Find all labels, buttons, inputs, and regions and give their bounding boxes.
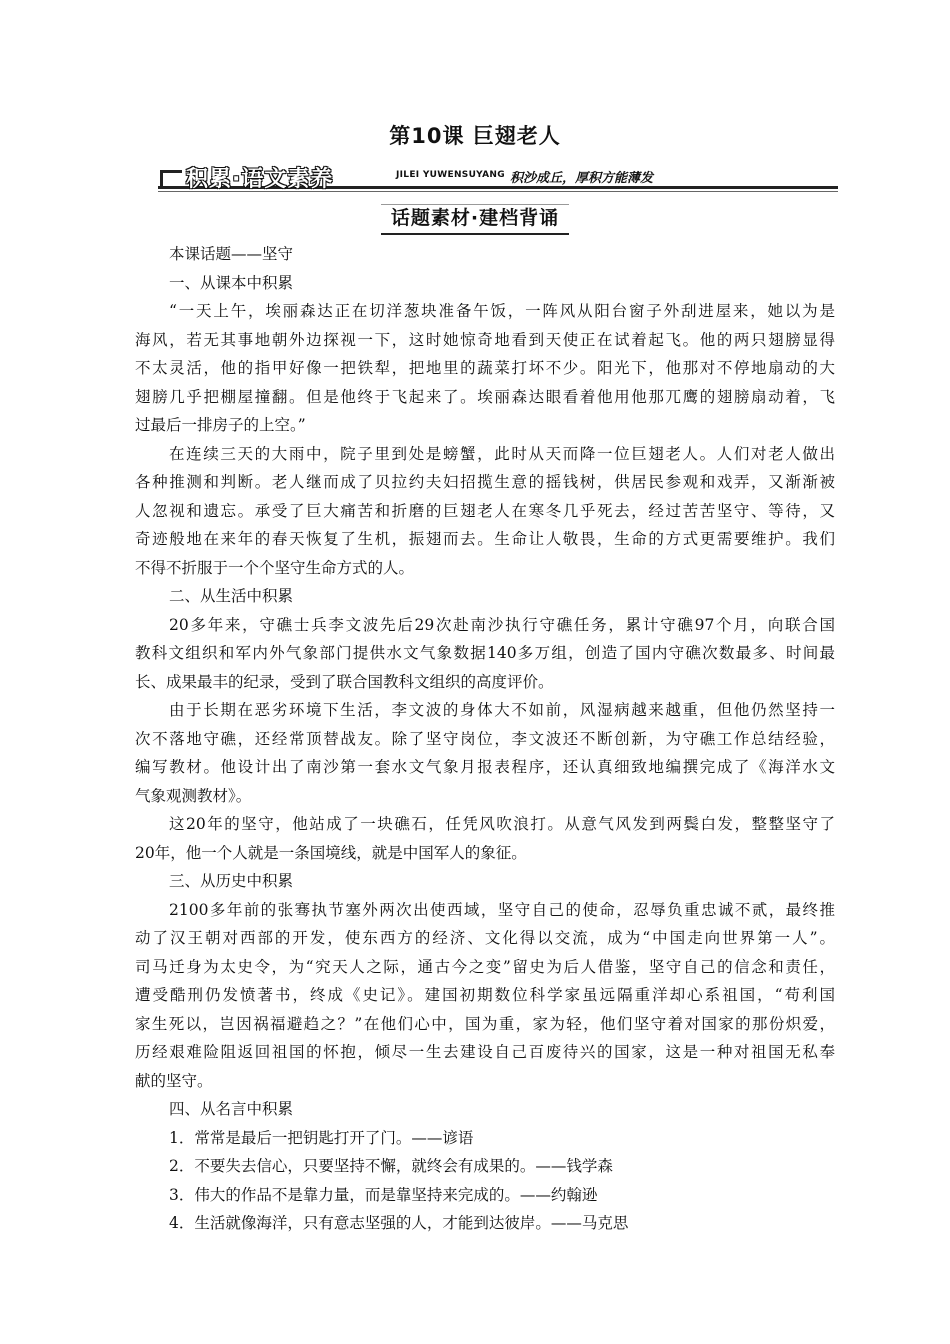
paragraph-line: 20多年来，守礁士兵李文波先后29次赴南沙执行守礁任务，累计守礁97个月，向联合国 xyxy=(169,615,835,634)
quote-item: 3．伟大的作品不是靠力量，而是靠坚持来完成的。——约翰逊 xyxy=(169,1185,598,1204)
paragraph-line: 长、成果最丰的纪录，受到了联合国教科文组织的高度评价。 xyxy=(135,672,554,691)
paragraph-line: 由于长期在恶劣环境下生活，李文波的身体大不如前，风湿病越来越重，但他仍然坚持一 xyxy=(169,701,835,719)
paragraph-line: 在连续三天的大雨中，院子里到处是螃蟹，此时从天而降一位巨翅老人。人们对老人做出 xyxy=(169,444,835,463)
paragraph-line: 过最后一排房子的上空。” xyxy=(135,416,306,434)
paragraph-line: 家生死以，岂因祸福避趋之？”在他们心中，国为重，家为轻，他们坚守着对国家的那份炽爱， xyxy=(135,1014,835,1033)
section-heading: 一、从课本中积累 xyxy=(169,273,294,292)
paragraph-line: 不得不折服于一个个坚守生命方式的人。 xyxy=(135,558,415,577)
section-banner xyxy=(158,160,838,194)
paragraph-line: 编写教材。他设计出了南沙第一套水文气象月报表程序，还认真细致地编撰完成了《海洋水文 xyxy=(135,758,835,776)
subtitle-text: 话题素材·建档背诵 xyxy=(381,204,569,235)
paragraph-line: 20年，他一个人就是一条国境线，就是中国军人的象征。 xyxy=(135,843,527,862)
paragraph-line: 这20年的坚守，他站成了一块礁石，任凭风吹浪打。从意气风发到两鬓白发，整整坚守了 xyxy=(169,815,835,833)
paragraph-line: 人忽视和遗忘。承受了巨大痛苦和折磨的巨翅老人在寒冬几乎死去，经过苦苦坚守、等待，又 xyxy=(135,501,835,520)
paragraph-line: 气象观测教材》。 xyxy=(135,786,252,805)
quote-item: 1．常常是最后一把钥匙打开了门。——谚语 xyxy=(169,1128,474,1147)
article-body xyxy=(135,240,835,1238)
paragraph-line: 海风，若无其事地朝外边探视一下，这时她惊奇地看到天使正在试着起飞。他的两只翅膀显得 xyxy=(135,330,835,349)
paragraph-line: 各种推测和判断。老人继而成了贝拉约夫妇招揽生意的摇钱树，供居民参观和戏弄，又渐渐被 xyxy=(135,473,835,491)
banner-motto: 积沙成丘，厚积方能薄发 xyxy=(510,171,654,186)
section-subtitle xyxy=(0,203,950,230)
paragraph-line: 2100多年前的张骞执节塞外两次出使西域，坚守自己的使命，忍辱负重忠诚不贰，最终推 xyxy=(169,900,835,919)
paragraph-line: 动了汉王朝对西部的开发，使东西方的经济、文化得以交流，成为“中国走向世界第一人”。 xyxy=(135,929,835,947)
paragraph-line: 翅膀几乎把棚屋撞翻。但是他终于飞起来了。埃丽森达眼看着他用他那兀鹰的翅膀扇动着，飞 xyxy=(135,387,835,406)
paragraph-line: 教科文组织和军内外气象部门提供水文气象数据140多万组，创造了国内守礁次数最多、时间最 xyxy=(135,644,835,662)
paragraph-line: 次不落地守礁，还经常顶替战友。除了坚守岗位，李文波还不断创新，为守礁工作总结经验， xyxy=(135,729,835,748)
topic-line: 本课话题——坚守 xyxy=(169,245,294,263)
paragraph-line: 遭受酷刑仍发愤著书，终成《史记》。建国初期数位科学家虽远隔重洋却心系祖国，“苟利国 xyxy=(135,986,835,1004)
section-heading: 二、从生活中积累 xyxy=(169,587,294,605)
quote-item: 2．不要失去信心，只要坚持不懈，就终会有成果的。——钱学森 xyxy=(169,1157,613,1175)
paragraph-line: 献的坚守。 xyxy=(135,1071,213,1090)
quote-item: 4．生活就像海洋，只有意志坚强的人，才能到达彼岸。——马克思 xyxy=(169,1214,629,1232)
paragraph-line: 奇迹般地在来年的春天恢复了生机，振翅而去。生命让人敬畏，生命的方式更需要维护。我们 xyxy=(135,530,835,548)
banner-english: JILEI YUWENSUYANG xyxy=(396,170,505,180)
section-heading: 三、从历史中积累 xyxy=(169,872,294,890)
paragraph-line: 不太灵活，他的指甲好像一把铁犁，把地里的蔬菜打坏不少。阳光下，他那对不停地扇动的大 xyxy=(135,359,835,377)
paragraph-line: “一天上午，埃丽森达正在切洋葱块准备午饭，一阵风从阳台窗子外刮进屋来，她以为是 xyxy=(169,302,835,320)
banner-title: 积累·语文素养 xyxy=(186,167,334,192)
paragraph-line: 历经艰难险阻返回祖国的怀抱，倾尽一生去建设自己百废待兴的国家，这是一种对祖国无私奉 xyxy=(135,1043,835,1061)
paragraph-line: 司马迁身为太史令，为“究天人之际，通古今之变”留史为后人借鉴，坚守自己的信念和责任， xyxy=(135,957,835,976)
section-heading: 四、从名言中积累 xyxy=(169,1100,294,1118)
page-title: 第10课 巨翅老人 xyxy=(389,124,561,148)
